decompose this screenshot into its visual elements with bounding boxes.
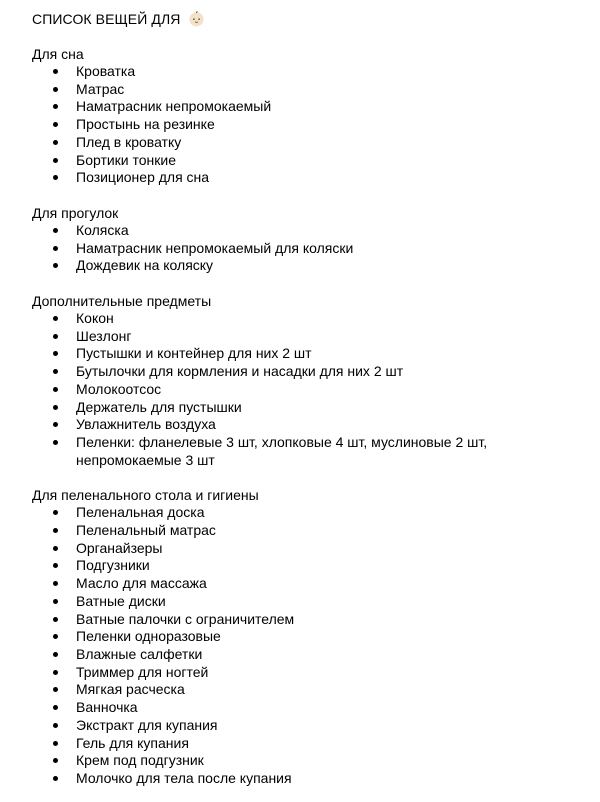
list-item-text: Держатель для пустышки: [76, 398, 242, 415]
bullet-icon: [53, 634, 58, 639]
list-item: [32, 522, 578, 540]
list-item: [32, 735, 578, 753]
list-item: [32, 646, 578, 664]
bullet-icon: [53, 563, 58, 568]
list-item-text: Простынь на резинке: [76, 116, 215, 133]
list-item-text: Позиционер для сна: [76, 169, 210, 186]
baby-emoji-icon: [188, 10, 205, 27]
bullet-icon: [53, 158, 58, 163]
bullet-icon: [53, 263, 58, 268]
list-item: [32, 345, 578, 363]
list-item: [32, 699, 578, 717]
list-item: [32, 63, 578, 81]
section-heading: Для прогулок: [32, 204, 119, 221]
list-item: [32, 116, 578, 134]
bullet-icon: [53, 758, 58, 763]
bullet-icon: [53, 316, 58, 321]
list-item: [32, 664, 578, 682]
list-item: [32, 381, 578, 399]
list-item-text: Шезлонг: [76, 327, 132, 344]
list-item: [32, 152, 578, 170]
list-item: [32, 98, 578, 116]
bullet-icon: [53, 723, 58, 728]
checklist: [32, 63, 578, 187]
bullet-icon: [53, 387, 58, 392]
list-item: [32, 81, 578, 99]
list-item: [32, 611, 578, 629]
bullet-icon: [53, 776, 58, 781]
bullet-icon: [53, 104, 58, 109]
list-item-text: Подгузники: [76, 557, 150, 574]
list-item-text: Коляска: [76, 221, 129, 238]
list-item-text: Гель для купания: [76, 734, 189, 751]
bullet-icon: [53, 175, 58, 180]
page-title: [32, 10, 578, 28]
list-item-text: Молочко для тела после купания: [76, 769, 292, 786]
list-item: [32, 134, 578, 152]
list-item-text: Органайзеры: [76, 539, 163, 556]
list-item: [32, 257, 578, 275]
bullet-icon: [53, 581, 58, 586]
list-item: [32, 169, 578, 187]
list-item-text: Пеленки одноразовые: [76, 628, 221, 645]
bullet-icon: [53, 369, 58, 374]
checklist: [32, 222, 578, 275]
bullet-icon: [53, 246, 58, 251]
bullet-icon: [53, 741, 58, 746]
bullet-icon: [53, 334, 58, 339]
section-heading: Для сна: [32, 46, 84, 62]
list-item-text: Дождевик на коляску: [76, 257, 214, 274]
list-item-text: Триммер для ногтей: [76, 663, 209, 680]
bullet-icon: [53, 228, 58, 233]
list-item-text: Наматрасник непромокаемый: [76, 98, 272, 115]
sections-root: [32, 45, 578, 788]
bullet-icon: [53, 510, 58, 515]
list-item-text: Плед в кроватку: [76, 133, 182, 150]
checklist: [32, 310, 578, 469]
checklist-section: [32, 292, 578, 469]
bullet-icon: [53, 69, 58, 74]
list-item: [32, 540, 578, 558]
checklist: [32, 504, 578, 787]
checklist-section: [32, 486, 578, 787]
list-item-text: Молокоотсос: [76, 380, 162, 397]
page-title-text: СПИСОК ВЕЩЕЙ ДЛЯ: [32, 11, 181, 27]
checklist-section: [32, 45, 578, 187]
list-item-text: Влажные салфетки: [76, 645, 203, 662]
bullet-icon: [53, 87, 58, 92]
bullet-icon: [53, 670, 58, 675]
list-item: [32, 328, 578, 346]
bullet-icon: [53, 122, 58, 127]
list-item-text: Пеленки: фланелевые 3 шт, хлопковые 4 шт, муслиновые 2 шт, непромокаемые 3 шт: [76, 433, 488, 468]
list-item: [32, 593, 578, 611]
list-item-text: Ватные диски: [76, 592, 166, 609]
bullet-icon: [53, 440, 58, 445]
checklist-section: [32, 204, 578, 275]
list-item: [32, 575, 578, 593]
list-item-text: Кроватка: [76, 63, 136, 79]
bullet-icon: [53, 687, 58, 692]
list-item-text: Экстракт для купания: [76, 716, 218, 733]
list-item: [32, 557, 578, 575]
list-item-text: Бутылочки для кормления и насадки для них 2 шт: [76, 363, 404, 380]
section-heading: Дополнительные предметы: [32, 293, 212, 310]
list-item: [32, 504, 578, 522]
list-item: [32, 399, 578, 417]
list-item: [32, 240, 578, 258]
list-item-text: Наматрасник непромокаемый для коляски: [76, 239, 354, 256]
list-item-text: Пеленальная доска: [76, 504, 205, 521]
list-item-text: Бортики тонкие: [76, 151, 177, 168]
list-item-text: Крем под подгузник: [76, 752, 204, 769]
list-item: [32, 222, 578, 240]
list-item: [32, 434, 578, 469]
list-item-text: Кокон: [76, 310, 114, 327]
list-item: [32, 628, 578, 646]
list-item-text: Пеленальный матрас: [76, 522, 216, 539]
list-item-text: Ватные палочки с ограничителем: [76, 610, 295, 627]
list-item-text: Увлажнитель воздуха: [76, 416, 216, 433]
bullet-icon: [53, 140, 58, 145]
list-item-text: Мягкая расческа: [76, 681, 185, 698]
bullet-icon: [53, 599, 58, 604]
list-item: [32, 681, 578, 699]
list-item-text: Масло для массажа: [76, 575, 207, 592]
list-item: [32, 416, 578, 434]
bullet-icon: [53, 546, 58, 551]
list-item: [32, 717, 578, 735]
bullet-icon: [53, 405, 58, 410]
list-item-text: Пустышки и контейнер для них 2 шт: [76, 345, 312, 362]
section-heading: Для пеленального стола и гигиены: [32, 487, 259, 504]
bullet-icon: [53, 351, 58, 356]
list-item-text: Матрас: [76, 80, 125, 97]
bullet-icon: [53, 705, 58, 710]
list-item: [32, 363, 578, 381]
bullet-icon: [53, 652, 58, 657]
bullet-icon: [53, 617, 58, 622]
list-item: [32, 770, 578, 788]
bullet-icon: [53, 528, 58, 533]
bullet-icon: [53, 422, 58, 427]
list-item: [32, 752, 578, 770]
list-item-text: Ванночка: [76, 699, 138, 716]
list-item: [32, 310, 578, 328]
